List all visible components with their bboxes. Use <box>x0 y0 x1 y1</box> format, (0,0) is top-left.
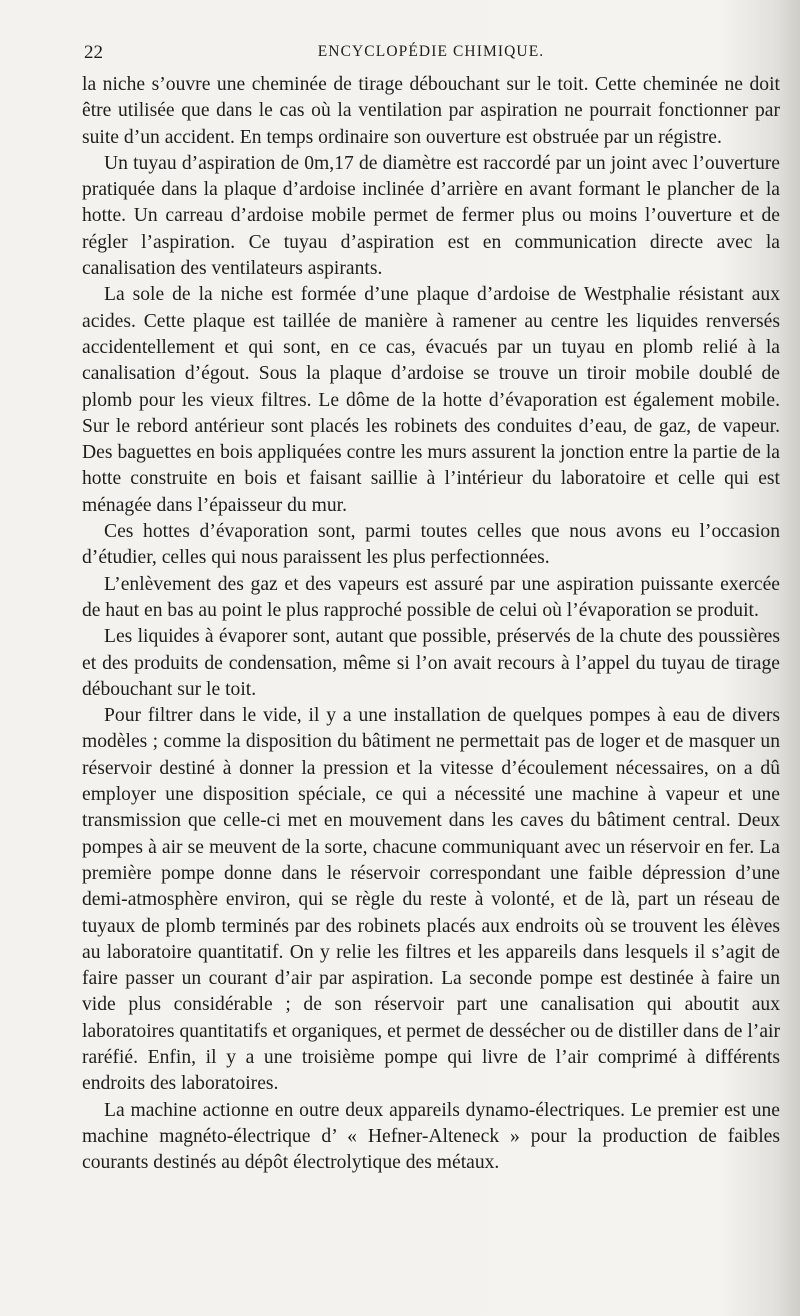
paragraph: Un tuyau d’aspiration de 0m,17 de diamètre est raccordé par un joint avec l’ouverture pratiquée dans la plaque d’ardoise inclinée d’arrière en avant formant le plancher de la hotte. Un carreau d’ardoise mobile permet de fermer plus ou moins l’ouverture et de régler l’aspiration. Ce tuyau d’aspiration est en communication directe avec la canalisation des ventilateurs aspirants. <box>82 152 780 280</box>
paragraph: La machine actionne en outre deux appareils dynamo-électriques. Le premier est une machine magnéto-électrique d’ « Hefner-Alteneck » pour la production de faibles courants destinés au dépôt électrolytique des métaux. <box>82 1099 780 1174</box>
paragraph: L’enlèvement des gaz et des vapeurs est assuré par une aspiration puissante exercée de haut en bas au point le plus rapproché possible de celui où l’évaporation se produit. <box>82 573 780 621</box>
running-title: ENCYCLOPÉDIE CHIMIQUE. <box>317 43 545 60</box>
paragraph: Les liquides à évaporer sont, autant que possible, préservés de la chute des poussières et des produits de condensation, même si l’on avait recours à l’appel du tuyau de tirage débouchant sur le toit. <box>82 626 780 700</box>
paragraph: la niche s’ouvre une cheminée de tirage débouchant sur le toit. Cette cheminée ne doit être utilisée que dans le cas où la ventilation par aspiration ne pourrait fonctionner par suite d’un accident. En temps ordinaire son ouverture est obstruée par un régistre. <box>82 74 780 148</box>
page-header <box>84 42 778 66</box>
body-text <box>82 72 780 1176</box>
paragraph: Ces hottes d’évaporation sont, parmi toutes celles que nous avons eu l’occasion d’étudier, celles qui nous paraissent les plus perfectionnées. <box>82 521 780 569</box>
paragraph: Pour filtrer dans le vide, il y a une installation de quelques pompes à eau de divers modèles ; comme la disposition du bâtiment ne permettait pas de loger et de masquer un réservoir destiné à donner la pression et la vitesse d’écoulement nécessaires, on a dû employer une disposition spéciale, ce qui a nécessité une machine à vapeur et une transmission que celle-ci met en mouvement dans les caves du bâtiment central. Deux pompes à air se meuvent de la sorte, chacune communiquant avec un réservoir en fer. La première pompe donne dans le réservoir correspondant une faible dépression d’une demi-atmosphère environ, qui se règle du reste à volonté, et de là, part un réseau de tuyaux de plomb terminés par des robinets placés aux endroits où se trouvent les élèves au laboratoire quantitatif. On y relie les filtres et les appareils dans lesquels il s’agit de faire passer un courant d’air par aspiration. La seconde pompe est destinée à faire un vide plus considérable ; de son réservoir part une canalisation qui aboutit aux laboratoires quantitatifs et organiques, et permet de dessécher ou de distiller dans de l’air raréfié. Enfin, il y a une troisième pompe qui livre de l’air comprimé à différents endroits des laboratoires. <box>82 705 780 1095</box>
paragraph: La sole de la niche est formée d’une plaque d’ardoise de Westphalie résistant aux acides. Cette plaque est taillée de manière à ramener au centre les liquides renversés accidentellement et qui sont, en ce cas, évacués par un tuyau en plomb relié à la canalisation d’égout. Sous la plaque d’ardoise se trouve un tiroir mobile doublé de plomb pour les vieux filtres. Le dôme de la hotte d’évaporation est également mobile. Sur le rebord antérieur sont placés les robinets des conduites d’eau, de gaz, de vapeur. Des baguettes en bois appliquées contre les murs assurent la jonction entre la partie de la hotte construite en bois et faisant saillie à l’intérieur du laboratoire et celle qui est ménagée dans l’épaisseur du mur. <box>82 284 780 516</box>
page-number: 22 <box>84 42 103 63</box>
